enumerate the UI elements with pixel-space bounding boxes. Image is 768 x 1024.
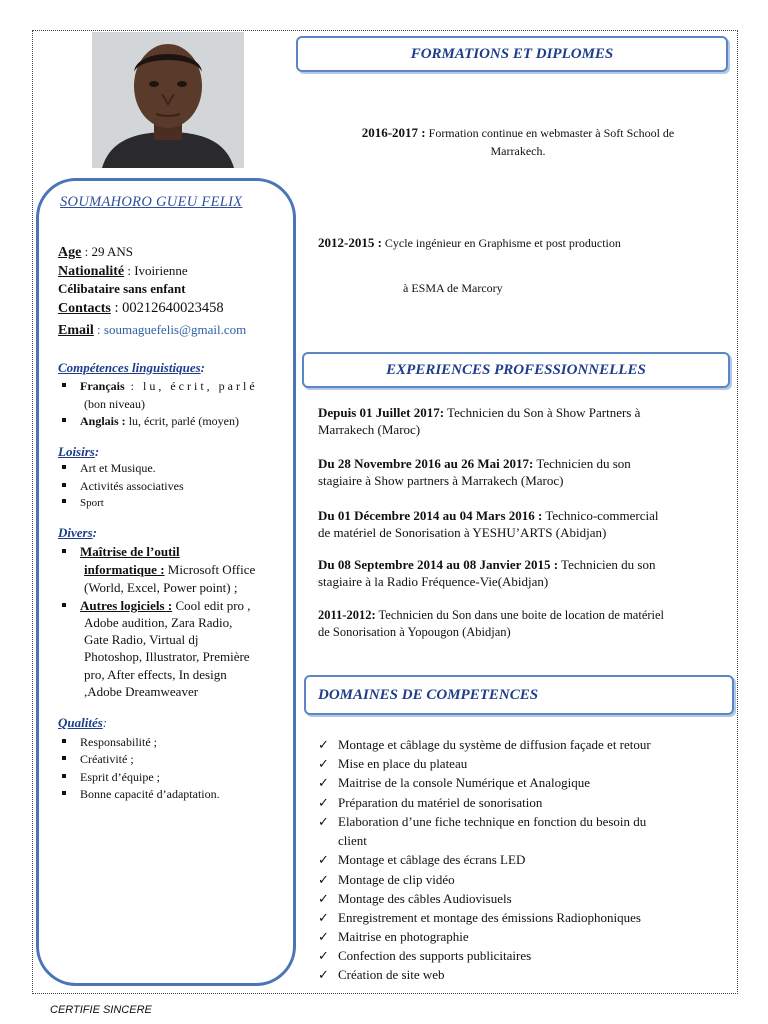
experience-item (318, 607, 734, 641)
marital-value: Célibataire sans enfant (58, 281, 186, 296)
bullet-icon (62, 499, 66, 503)
experience-text-cont: stagiaire à Show partners à Marrakech (Maroc) (318, 473, 564, 488)
misc-bold: Maîtrise de l’outil (80, 544, 180, 559)
formation-text-cont: Marrakech. (490, 144, 546, 158)
email-value[interactable]: : soumaguefelis@gmail.com (93, 322, 247, 337)
misc-text: Cool edit pro , (172, 598, 251, 613)
bullet-icon (62, 791, 66, 795)
check-icon: ✓ (318, 814, 329, 829)
experience-text-cont: de Sonorisation à Yopougon (Abidjan) (318, 625, 511, 639)
bullet-icon (62, 739, 66, 743)
check-icon: ✓ (318, 948, 329, 963)
nationality-line (58, 262, 188, 280)
qualities-heading-text: Qualités (58, 715, 103, 730)
quality-text: Esprit d’équipe ; (80, 770, 160, 784)
language-level: (bon niveau) (84, 397, 145, 411)
nationality-value: : Ivoirienne (124, 263, 188, 278)
certify-signature-line: CERTIFIE SINCERE (50, 1004, 152, 1016)
misc-heading-suffix: : (92, 525, 98, 540)
experience-date: Du 08 Septembre 2014 au 08 Janvier 2015 : (318, 557, 559, 572)
domain-item (318, 908, 718, 927)
language-item (62, 413, 274, 430)
experience-date: Depuis 01 Juillet 2017: (318, 405, 445, 420)
misc-text: Microsoft Office (164, 562, 256, 577)
misc-bold: Autres logiciels : (80, 598, 173, 613)
email-label: Email (58, 323, 94, 338)
hobby-text: Activités associatives (80, 479, 184, 493)
formation-text: Cycle ingénieur en Graphisme et post production (381, 236, 621, 250)
misc-line (84, 561, 296, 578)
formations-title: FORMATIONS ET DIPLOMES (410, 45, 614, 62)
contacts-line (58, 299, 224, 317)
bullet-icon (62, 756, 66, 760)
bullet-icon (62, 774, 66, 778)
quality-text: Bonne capacité d’adaptation. (80, 787, 220, 801)
domain-text: Préparation du matériel de sonorisation (338, 795, 543, 810)
experiences-title: EXPERIENCES PROFESSIONNELLES (386, 361, 646, 378)
domain-text: Montage et câblage du système de diffusion façade et retour (338, 737, 651, 752)
domain-text: Mise en place du plateau (338, 756, 468, 771)
misc-text: (World, Excel, Power point) ; (84, 580, 238, 595)
email-line (58, 321, 246, 339)
domain-text: Création de site web (338, 967, 445, 982)
bullet-icon (62, 465, 66, 469)
domain-item-cont (338, 831, 738, 850)
domain-text: Elaboration d’une fiche technique en fonction du besoin du (338, 814, 647, 829)
misc-text: Photoshop, Illustrator, Première (84, 649, 250, 664)
domain-item (318, 754, 718, 773)
domain-text: Montage et câblage des écrans LED (338, 852, 526, 867)
misc-line (84, 683, 296, 700)
quality-item (62, 769, 274, 786)
domain-text: Montage de clip vidéo (338, 872, 455, 887)
hobby-item (62, 495, 274, 512)
experience-date: 2011-2012: (318, 608, 376, 622)
domains-title: DOMAINES DE COMPETENCES (318, 686, 539, 703)
formations-header (296, 36, 728, 72)
experience-text: Technicien du son (533, 456, 631, 471)
domain-text: Montage des câbles Audiovisuels (338, 891, 512, 906)
hobby-item (62, 478, 274, 495)
formation-item (318, 234, 718, 252)
misc-text: Adobe audition, Zara Radio, (84, 615, 233, 630)
misc-line (84, 631, 296, 648)
check-icon: ✓ (318, 872, 329, 887)
formation-item-cont: à ESMA de Marcory (403, 281, 503, 295)
misc-line (84, 648, 296, 665)
check-icon: ✓ (318, 737, 329, 752)
formation-text: Formation continue en webmaster à Soft School de (425, 126, 675, 140)
misc-text: ,Adobe Dreamweaver (84, 684, 199, 699)
experience-text-cont: Marrakech (Maroc) (318, 422, 421, 437)
domain-item (318, 773, 718, 792)
domain-item (318, 793, 718, 812)
check-icon: ✓ (318, 891, 329, 906)
check-icon: ✓ (318, 910, 329, 925)
language-item (62, 378, 274, 395)
experience-date: Du 01 Décembre 2014 au 04 Mars 2016 : (318, 508, 543, 523)
check-icon: ✓ (318, 756, 329, 771)
check-icon: ✓ (318, 775, 329, 790)
bullet-icon (62, 483, 66, 487)
quality-item (62, 751, 274, 768)
languages-heading (58, 360, 205, 376)
hobbies-heading-text: Loisirs (58, 444, 95, 459)
misc-item (62, 597, 284, 614)
candidate-name: SOUMAHORO GUEU FELIX (60, 194, 243, 210)
contacts-label: Contacts (58, 301, 111, 316)
bullet-icon (62, 383, 66, 387)
check-icon: ✓ (318, 795, 329, 810)
check-icon: ✓ (318, 929, 329, 944)
language-item-cont (84, 396, 296, 413)
misc-text: pro, After effects, In design (84, 667, 227, 682)
experience-text: Technicien du son (558, 557, 656, 572)
misc-line (84, 579, 296, 596)
formation-date: 2012-2015 : (318, 235, 382, 250)
domain-item (318, 870, 718, 889)
quality-text: Responsabilité ; (80, 735, 157, 749)
formation-date: 2016-2017 : (361, 125, 426, 140)
marital-status (58, 280, 186, 297)
experience-date: Du 28 Novembre 2016 au 26 Mai 2017: (318, 456, 534, 471)
experiences-header (302, 352, 730, 388)
domain-item (318, 965, 718, 984)
languages-heading-text: Compétences linguistiques (58, 360, 201, 375)
misc-heading-text: Divers (58, 525, 93, 540)
age-line (58, 243, 133, 261)
experience-item (318, 455, 728, 489)
domain-text: Maitrise de la console Numérique et Analogique (338, 775, 590, 790)
experience-text: Technico-commercial (542, 508, 659, 523)
misc-item (62, 543, 274, 560)
hobby-item (62, 460, 274, 477)
bullet-icon (62, 549, 66, 553)
experience-text: Technicien du Son dans une boite de location de matériel (375, 608, 665, 622)
age-value: : 29 ANS (81, 244, 133, 259)
experience-text-cont: de matériel de Sonorisation à YESHU’ARTS (Abidjan) (318, 525, 607, 540)
check-icon: ✓ (318, 852, 329, 867)
experience-text: Technicien du Son à Show Partners à (444, 405, 641, 420)
misc-heading (58, 525, 97, 541)
domains-header (304, 675, 734, 715)
domain-item (318, 850, 718, 869)
qualities-heading-suffix: : (102, 715, 108, 730)
qualities-heading (58, 715, 107, 731)
domain-item (318, 889, 718, 908)
language-name: Français (80, 379, 125, 393)
bullet-icon (62, 603, 66, 607)
hobbies-heading (58, 444, 99, 460)
domain-item (318, 812, 718, 831)
misc-line (84, 614, 296, 631)
contacts-value: : 00212640023458 (110, 300, 224, 316)
experience-item (318, 404, 728, 438)
language-level: lu, écrit, parlé (moyen) (125, 414, 239, 428)
check-icon: ✓ (318, 967, 329, 982)
nationality-label: Nationalité (58, 264, 125, 279)
misc-line (84, 666, 296, 683)
domain-item (318, 735, 718, 754)
domain-text: Confection des supports publicitaires (338, 948, 532, 963)
language-name: Anglais : (80, 414, 126, 428)
bullet-icon (62, 418, 66, 422)
profile-photo (92, 32, 244, 168)
domain-item (318, 927, 718, 946)
language-level: : lu, écrit, parlé (124, 379, 258, 393)
misc-bold: informatique : (84, 562, 165, 577)
experience-item (318, 556, 734, 590)
domain-text: client (338, 833, 367, 848)
quality-item (62, 786, 274, 803)
age-label: Age (58, 245, 82, 260)
misc-text: Gate Radio, Virtual dj (84, 632, 199, 647)
experience-text-cont: stagiaire à la Radio Fréquence-Vie(Abidjan) (318, 574, 549, 589)
domain-text: Maitrise en photographie (338, 929, 469, 944)
domain-text: Enregistrement et montage des émissions Radiophoniques (338, 910, 641, 925)
languages-heading-suffix: : (200, 360, 205, 375)
hobby-text: Art et Musique. (80, 461, 156, 475)
hobby-text: Sport (80, 497, 104, 509)
quality-item (62, 734, 274, 751)
formation-item (318, 124, 718, 160)
experience-item (318, 507, 734, 541)
domain-item (318, 946, 718, 965)
hobbies-heading-suffix: : (94, 444, 100, 459)
quality-text: Créativité ; (80, 752, 134, 766)
